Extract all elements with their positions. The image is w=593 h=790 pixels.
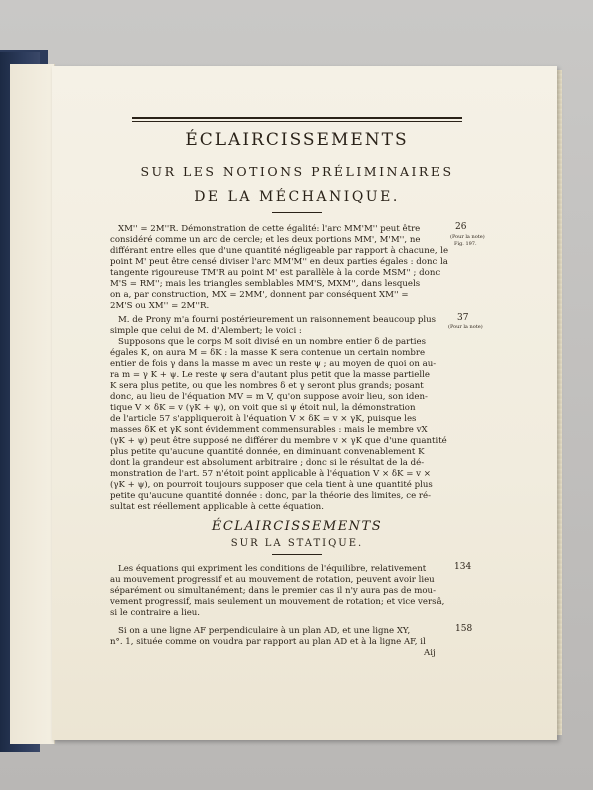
signature-mark: Aij (424, 648, 436, 658)
text-line: Si on a une ligne AF perpendiculaire à un plan AD, et une ligne XY, (118, 626, 411, 636)
text-line: (γK + ψ), on pourroit toujours supposer que cela tient à une quantité plus (110, 480, 433, 490)
title-divider (272, 212, 322, 213)
text-line: masses δK et γK sont évidemment commensurables : mais le membre vX (110, 425, 428, 435)
text-line: au mouvement progressif et au mouvement de rotation, peuvent avoir lieu (110, 575, 435, 585)
text-line: donc, au lieu de l'équation MV = m V, qu'on suppose avoir lieu, son iden- (110, 392, 428, 402)
text-line: si le contraire a lieu. (110, 608, 201, 618)
text-line: simple que celui de M. d'Alembert; le voici : (110, 326, 302, 336)
margin-note: (Pour la note) (450, 234, 485, 240)
text-line: monstration de l'art. 57 n'étoit point applicable à l'équation V × δK = v × (110, 469, 431, 479)
margin-number: 158 (455, 624, 473, 634)
margin-number: 134 (454, 562, 472, 572)
page-subtitle: SUR LES NOTIONS PRÉLIMINAIRES (140, 164, 454, 179)
text-line: point M' peut être censé diviser l'arc MM'M'' en deux parties égales : donc la (110, 257, 448, 267)
margin-number: 26 (455, 222, 467, 232)
section-title: ÉCLAIRCISSEMENTS (211, 519, 383, 534)
text-line: M. de Prony m'a fourni postérieurement un raisonnement beaucoup plus (118, 315, 437, 325)
text-line: n°. 1, située comme on voudra par rapport au plan AD et à la ligne AF, il (110, 637, 426, 647)
text-line: plus petite qu'aucune quantité donnée, en diminuant convenablement K (110, 447, 425, 457)
text-line: de l'article 57 s'appliqueroit à l'équation V × δK = v × γK, puisque les (110, 414, 417, 424)
section-divider (272, 554, 322, 555)
text-line: XM'' = 2M''R. Démonstration de cette égalité: l'arc MM'M'' peut être (118, 224, 421, 234)
margin-number: 37 (457, 313, 469, 323)
header-rule-thin (132, 121, 462, 122)
text-line: ra m = γ K + ψ. Le reste ψ sera d'autant plus petit que la masse partielle (110, 370, 430, 380)
text-line: petite qu'aucune quantité donnée : donc, par la théorie des limites, ce ré- (110, 491, 431, 501)
text-line: sultat est réellement applicable à cette équation. (110, 502, 324, 512)
margin-note: Fig. 197. (454, 241, 477, 247)
section-subtitle: SUR LA STATIQUE. (230, 538, 364, 549)
page-subtitle-2: DE LA MÉCHANIQUE. (194, 189, 400, 205)
page-title: ÉCLAIRCISSEMENTS (185, 130, 409, 150)
text-line: Supposons que le corps M soit divisé en un nombre entier δ de parties (118, 337, 426, 347)
text-line: M'S = RM''; mais les triangles semblables MM'S, MXM'', dans lesquels (110, 279, 421, 289)
text-line: entier de fois γ dans la masse m avec un reste ψ ; au moyen de quoi on au- (110, 359, 437, 369)
text-line: considéré comme un arc de cercle; et les deux portions MM', M'M'', ne (110, 235, 421, 245)
text-line: dont la grandeur est absolument arbitraire ; donc si le résultat de la dé- (110, 458, 425, 468)
text-line: vement progressif, mais seulement un mouvement de rotation; et vice versâ, (110, 597, 445, 607)
text-line: séparément ou simultanément; dans le premier cas il n'y aura pas de mou- (110, 586, 436, 596)
text-line: égales K, on aura M = δK : la masse K sera contenue un certain nombre (110, 348, 426, 358)
text-line: tique V × δK = v (γK + ψ), on voit que si ψ étoit nul, la démonstration (110, 403, 416, 413)
left-page-edge (10, 64, 55, 744)
text-line: 2M'S ou XM'' = 2M''R. (110, 301, 210, 311)
book-page (52, 66, 557, 740)
margin-note: (Pour la note) (448, 324, 483, 330)
text-line: tangente rigoureuse TM'R au point M' est parallèle à la corde MSM'' ; donc (110, 268, 441, 278)
text-line: K sera plus petite, ou que les nombres δ et γ seront plus grands; posant (110, 381, 424, 391)
text-line: Les équations qui expriment les conditions de l'équilibre, relativement (118, 564, 427, 574)
header-rule-thick (132, 117, 462, 119)
text-line: on a, par construction, MX = 2MM', donnent par conséquent XM'' = (110, 290, 409, 300)
text-line: différant entre elles que d'une quantité négligeable par rapport à chacune, le (110, 246, 449, 256)
text-line: (γK + ψ) peut être supposé ne différer du membre v × γK que d'une quantité (110, 436, 447, 446)
